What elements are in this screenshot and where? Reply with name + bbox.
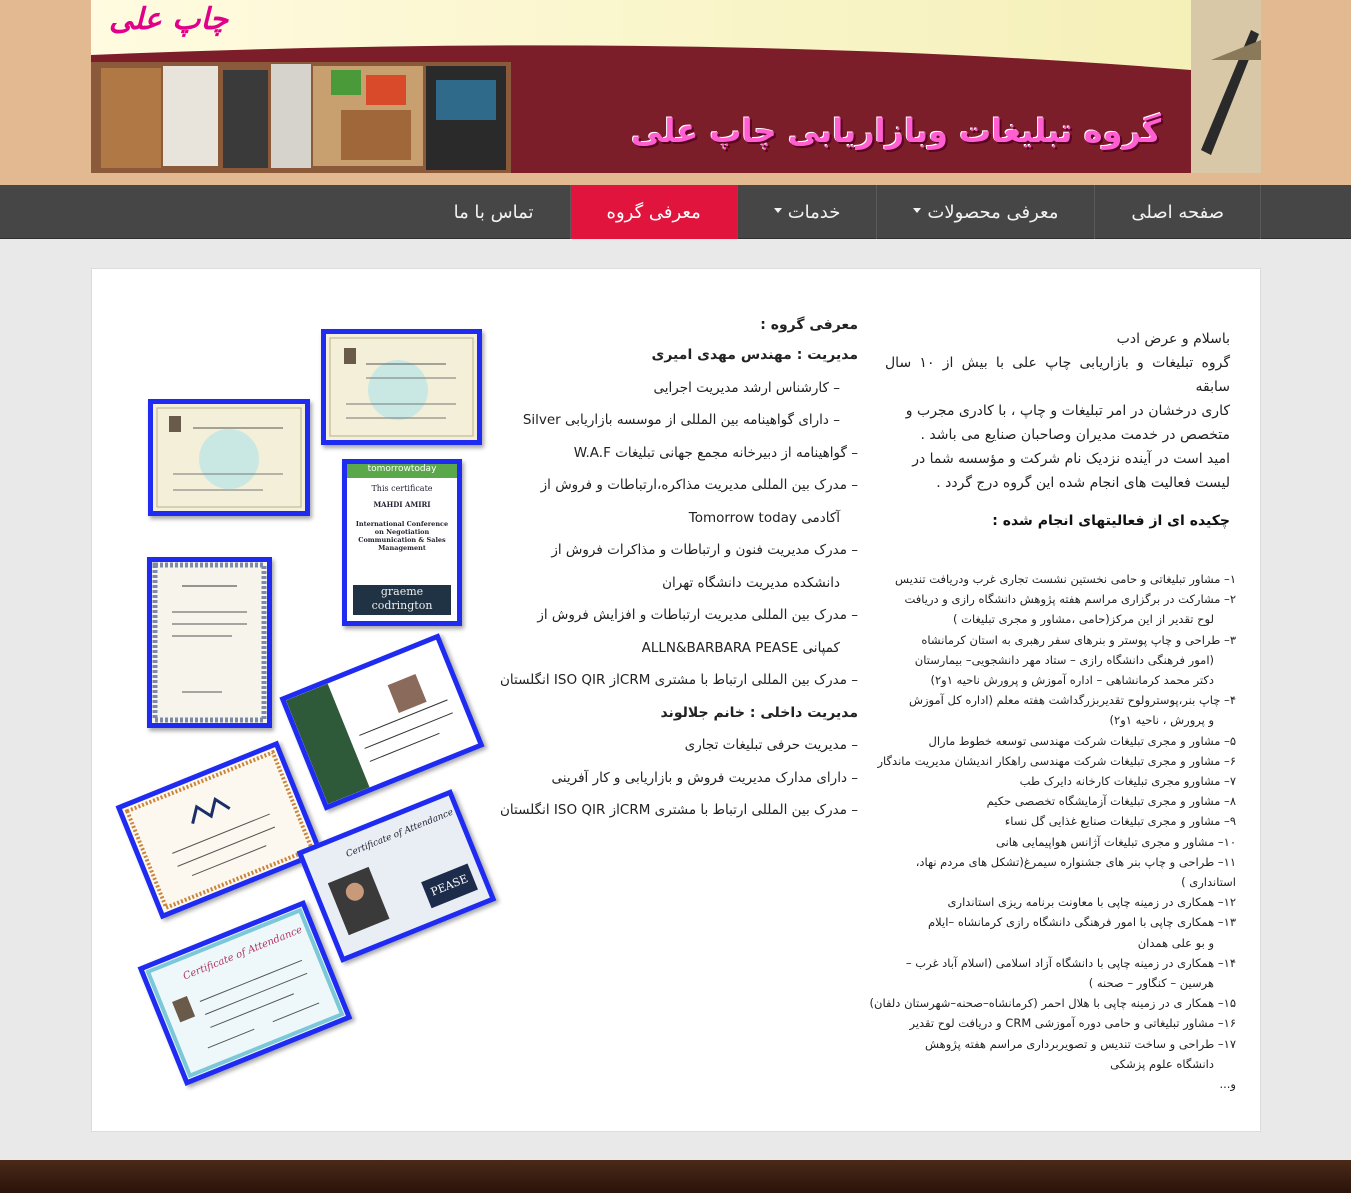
certificate-image bbox=[116, 741, 324, 920]
intro-line: امید است در آینده نزدیک نام شرکت و مؤسسه شما در bbox=[912, 451, 1230, 467]
list-item: ۲– مشارکت در برگزاری مراسم هفته پژوهش دانشگاه رازی و دریافت لوح تقدیر از این مرکز(حامی ،مشاور و مجری تبلیغات ) bbox=[904, 592, 1236, 627]
group-line: آکادمی Tomorrow today bbox=[688, 509, 840, 526]
list-item: ۸– مشاور و مجری تبلیغات آزمایشگاه تخصصی حکیم bbox=[986, 794, 1236, 809]
list-item: ۱۷– طراحی و ساخت تندیس و تصویربرداری مراسم هفته پژوهش دانشگاه علوم پزشکی bbox=[924, 1036, 1236, 1071]
list-item: ۱۲– همکاری در زمینه چاپی با معاونت برنامه ریزی استانداری bbox=[947, 895, 1236, 910]
list-item: ۴– چاپ بنر،پوسترولوح تقدیربزرگداشت هفته معلم (اداره کل آموزش و پرورش ، ناحیه ۱و۲) bbox=[908, 693, 1236, 728]
nav-home-label: صفحه اصلی bbox=[1131, 201, 1224, 223]
certificate-heading: This certificate bbox=[371, 484, 433, 493]
certificate-name: PEASE bbox=[421, 863, 478, 908]
intro-line: باسلام و عرض ادب bbox=[1116, 331, 1230, 347]
list-item: ۶– مشاور و مجری تبلیغات شرکت مهندسی راهکار اندیشان مدیریت ماندگار bbox=[877, 753, 1236, 768]
group-line: – گواهینامه از دبیرخانه مجمع جهانی تبلیغات W.A.F bbox=[573, 444, 858, 461]
certificate-title: Certificate of Attendance bbox=[344, 807, 455, 860]
banner-title: گروه تبلیغات وبازاریابی چاپ علی bbox=[631, 112, 1161, 150]
intro-text bbox=[885, 327, 1230, 495]
nav-about[interactable] bbox=[570, 185, 737, 239]
certificate-image bbox=[148, 399, 310, 516]
group-line: – مدرک بین المللی مدیریت ارتباطات و افزایش فروش از bbox=[537, 607, 858, 623]
list-item: ۱۰– مشاور و مجری تبلیغات آژانس هواپیمایی هانی bbox=[995, 834, 1236, 849]
list-item: ۱۵– همکار ی در زمینه چاپی با هلال احمر (کرمانشاه–صحنه–شهرستان دلفان) bbox=[869, 996, 1236, 1011]
group-line: – دارای گواهینامه بین المللی از موسسه بازاریابی Silver bbox=[522, 412, 840, 428]
group-title: معرفی گروه : bbox=[760, 317, 858, 333]
certificate-image bbox=[138, 900, 353, 1086]
nav-products[interactable] bbox=[876, 185, 1094, 239]
group-line: – مدرک مدیریت فنون و ارتباطات و مذاکرات فروش از bbox=[551, 542, 858, 558]
group-line: – مدرک بین المللی ارتباط با مشتری CRMاز ISO QIR انگلستان bbox=[500, 802, 858, 818]
nav-services-label: خدمات bbox=[787, 201, 841, 223]
nav-about-label: معرفی گروه bbox=[606, 201, 701, 223]
certificate-art bbox=[144, 906, 346, 1079]
header-band bbox=[0, 0, 1351, 185]
nav-contact-label: تماس با ما bbox=[453, 201, 534, 223]
certificate-name: MAHDI AMIRI bbox=[373, 500, 431, 509]
site-banner bbox=[91, 0, 1261, 173]
certificate-event: International Conference on Negotiation Communication & Sales Management bbox=[355, 520, 449, 552]
main-navbar bbox=[0, 185, 1351, 239]
group-line: مدیریت : مهندس مهدی امیری bbox=[651, 347, 858, 363]
intro-line: متخصص در خدمت مدیران وصاحبان صنایع می باشد . bbox=[920, 427, 1230, 443]
list-item: ۱۱– طراحی و چاپ بنر های جشنواره سیمرغ(تشکل های مردم نهاد، استانداری ) bbox=[915, 854, 1236, 890]
group-line: کمپانی ALLN&BARBARA PEASE bbox=[641, 639, 840, 656]
chevron-down-icon bbox=[913, 208, 921, 213]
certificate-art bbox=[122, 747, 317, 913]
chevron-down-icon bbox=[774, 208, 782, 213]
list-item: ۹– مشاور و مجری تبلیغات صنایع غذایی گل نساء bbox=[1004, 814, 1236, 829]
list-item: ۱۶– مشاور تبلیغاتی و حامی دوره آموزشی CRM و دریافت لوح تقدیر bbox=[909, 1016, 1236, 1031]
intro-line: لیست فعالیت های انجام شده این گروه درج گردد . bbox=[936, 475, 1230, 491]
content-panel bbox=[91, 268, 1261, 1132]
certificate-art bbox=[326, 334, 477, 440]
nav-contact[interactable] bbox=[418, 185, 570, 239]
certificate-image bbox=[342, 459, 462, 626]
list-item: ۱۳– همکاری چاپی با امور فرهنگی دانشگاه رازی کرمانشاه –ایلام و بو علی همدان bbox=[928, 915, 1236, 950]
group-line: – مدرک بین المللی مدیریت مذاکره،ارتباطات و فروش از bbox=[540, 477, 858, 493]
list-item: ۱– مشاور تبلیغاتی و حامی نخستین نشست تجاری غرب ودریافت تندیس bbox=[895, 572, 1236, 586]
group-line: – مدیریت حرفی تبلیغات تجاری bbox=[684, 737, 858, 753]
nav-home[interactable] bbox=[1094, 185, 1260, 239]
list-item: ۱۴– همکاری در زمینه چاپی با دانشگاه آزاد اسلامی (اسلام آباد غرب – هرسین – کنگاور – صحنه ) bbox=[905, 955, 1236, 991]
person-photo bbox=[328, 861, 406, 939]
group-line: – دارای مدارک مدیریت فروش و بازاریابی و کار آفرینی bbox=[551, 769, 858, 786]
certificate-logo: graeme codrington bbox=[353, 585, 451, 615]
intro-line: کاری درخشان در امر تبلیغات و چاپ ، با کادری مجرب و bbox=[905, 403, 1230, 419]
certificate-brand: tomorrowtoday bbox=[347, 464, 457, 478]
activities-list bbox=[866, 569, 1236, 1094]
certificate-image bbox=[297, 789, 497, 963]
activities-title: چکیده ای از فعالیتهای انجام شده : bbox=[992, 513, 1230, 529]
group-line: – مدرک بین المللی ارتباط با مشتری CRMاز ISO QIR انگلستان bbox=[500, 672, 858, 688]
certificate-art bbox=[286, 640, 478, 805]
group-line: – کارشناس ارشد مدیریت اجرایی bbox=[653, 379, 840, 396]
nav-services[interactable] bbox=[737, 185, 877, 239]
certificate-art bbox=[153, 404, 305, 511]
nav-list bbox=[418, 185, 1261, 239]
nav-products-label: معرفی محصولات bbox=[927, 201, 1059, 223]
group-line: دانشکده مدیریت دانشگاه تهران bbox=[662, 574, 840, 591]
group-line: مدیریت داخلی : خانم جلالوند bbox=[660, 704, 858, 721]
list-item: ۵– مشاور و مجری تبلیغات شرکت مهندسی توسعه خطوط مارال bbox=[928, 733, 1236, 748]
certificate-image bbox=[279, 633, 484, 811]
certificate-art bbox=[152, 562, 267, 723]
list-item: و... bbox=[1219, 1077, 1236, 1092]
certificate-image bbox=[321, 329, 482, 445]
intro-column bbox=[869, 327, 1236, 1094]
site-footer bbox=[0, 1160, 1351, 1193]
intro-line: گروه تبلیغات و بازاریابی چاپ علی با بیش از ۱۰ سال سابقه bbox=[885, 355, 1230, 395]
certificate-image bbox=[147, 557, 272, 728]
list-item: ۷– مشاورو مجری تبلیغات کارخانه دایرک طب bbox=[1019, 774, 1236, 789]
list-item: ۳– طراحی و چاپ پوستر و بنرهای سفر رهبری به استان کرمانشاه (امور فرهنگی دانشگاه رازی – ستاد مهر دانشجویی– بیمارستان دکتر محمد کرمانشاهی – اداره آموزش و پرورش ناحیه ۱و۲) bbox=[914, 632, 1236, 688]
certificate-title: Certificate of Attendance bbox=[181, 924, 305, 983]
group-column bbox=[498, 317, 858, 827]
banner-logo: چاپ علی bbox=[109, 2, 229, 37]
